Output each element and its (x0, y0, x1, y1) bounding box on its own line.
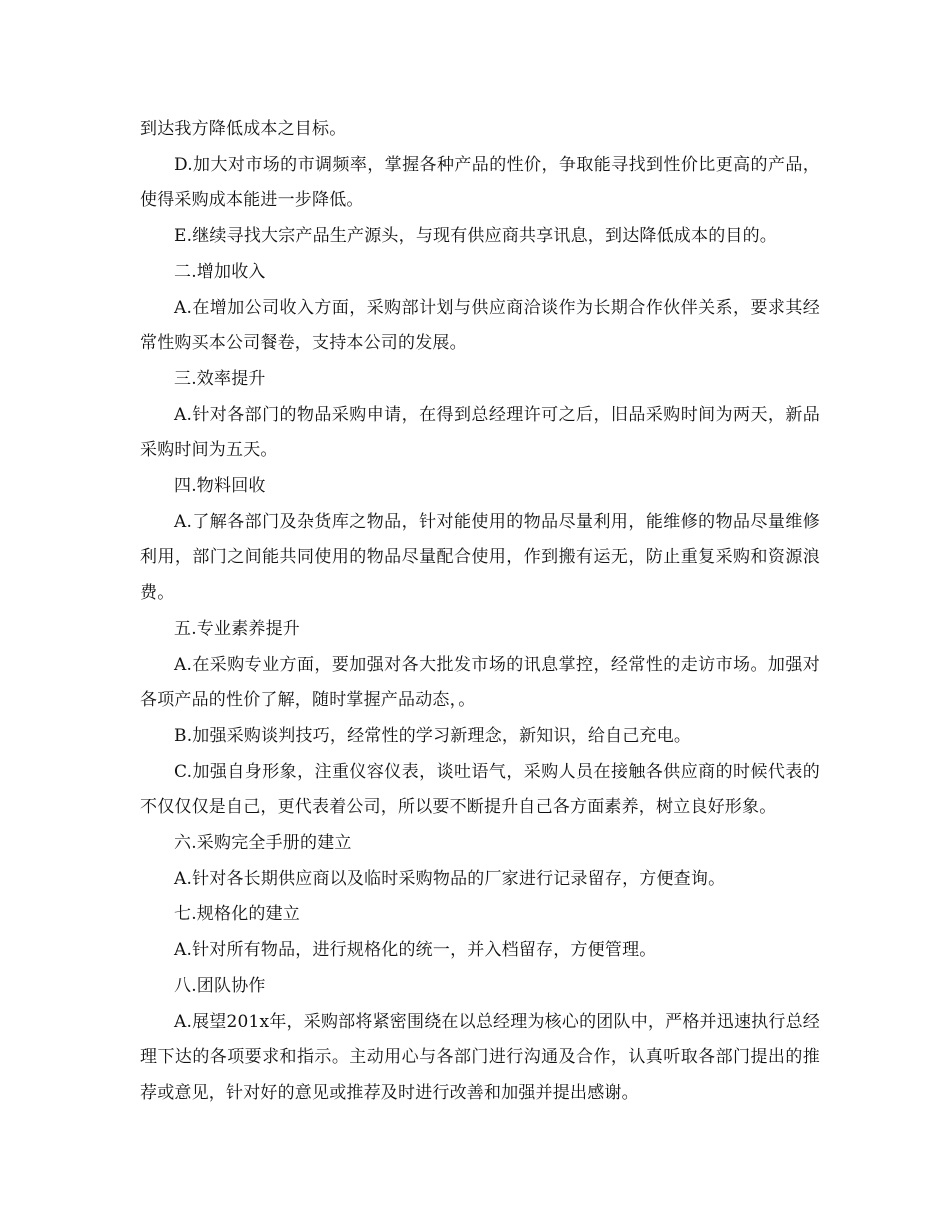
paragraph-section-3-a: A.针对各部门的物品采购申请，在得到总经理许可之后，旧品采购时间为两天，新品采购时间为五天。 (140, 404, 820, 461)
paragraph-section-5-a: A.在采购专业方面，要加强对各大批发市场的讯息掌控，经常性的走访市场。加强对各项产品的性价了解，随时掌握产品动态，。 (140, 654, 820, 711)
section-heading-7: 七.规格化的建立 (174, 904, 301, 925)
section-heading-5: 五.专业素养提升 (174, 618, 301, 639)
paragraph-section-5-b: B.加强采购谈判技巧，经常性的学习新理念，新知识，给自己充电。 (174, 725, 692, 746)
document-body (140, 112, 820, 1112)
paragraph-section-5-c: C.加强自身形象，注重仪容仪表，谈吐语气，采购人员在接触各供应商的时候代表的不仅仅仅是自己，更代表着公司，所以要不断提升自己各方面素养，树立良好形象。 (140, 761, 820, 818)
section-heading-8: 八.团队协作 (174, 975, 266, 996)
paragraph-section-7-a: A.针对所有物品，进行规格化的统一，并入档留存，方便管理。 (174, 940, 657, 961)
paragraph-item-d: D.加大对市场的市调频率，掌握各种产品的性价，争取能寻找到性价比更高的产品，使得采购成本能进一步降低。 (140, 154, 820, 211)
section-heading-3: 三.效率提升 (174, 368, 266, 389)
paragraph-continuation: 到达我方降低成本之目标。 (140, 119, 347, 139)
section-heading-2: 二.增加收入 (174, 261, 266, 282)
section-heading-6: 六.采购完全手册的建立 (174, 833, 352, 854)
paragraph-section-2-a: A.在增加公司收入方面，采购部计划与供应商洽谈作为长期合作伙伴关系，要求其经常性购买本公司餐卷，支持本公司的发展。 (140, 297, 820, 354)
paragraph-section-6-a: A.针对各长期供应商以及临时采购物品的厂家进行记录留存，方便查询。 (174, 868, 726, 889)
paragraph-section-8-a: A.展望201x年，采购部将紧密围绕在以总经理为核心的团队中，严格并迅速执行总经理下达的各项要求和指示。主动用心与各部门进行沟通及合作，认真听取各部门提出的推荐或意见，针对好的意见或推荐及时进行改善和加强并提出感谢。 (140, 1011, 820, 1103)
paragraph-item-e: E.继续寻找大宗产品生产源头，与现有供应商共享讯息，到达降低成本的目的。 (174, 226, 778, 247)
paragraph-section-4-a: A.了解各部门及杂货库之物品，针对能使用的物品尽量利用，能维修的物品尽量维修利用，部门之间能共同使用的物品尽量配合使用，作到搬有运无，防止重复采购和资源浪费。 (140, 511, 820, 604)
section-heading-4: 四.物料回收 (174, 476, 266, 497)
